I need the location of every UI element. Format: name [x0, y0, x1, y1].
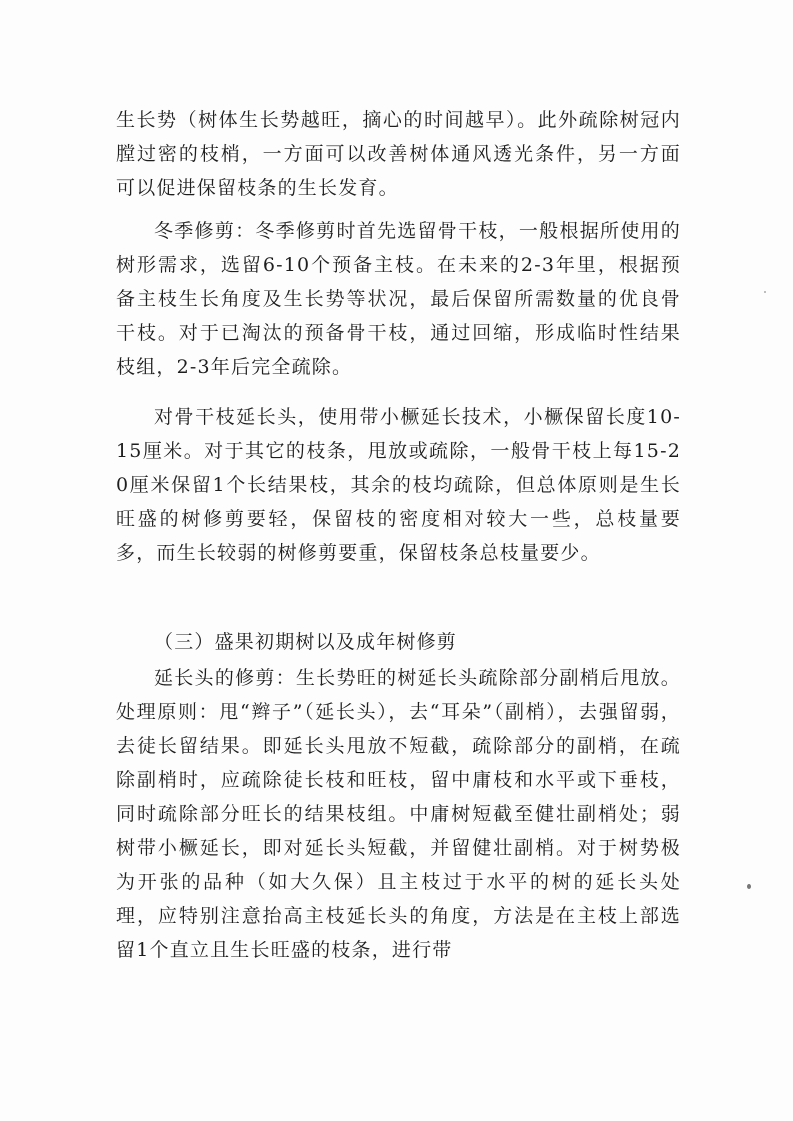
paragraph-continued: 生长势（树体生长势越旺，摘心的时间越早）。此外疏除树冠内膛过密的枝梢，一方面可以改善树体通风透光条件，另一方面可以促进保留枝条的生长发育。 [116, 109, 681, 199]
paragraph-extension-pruning: 延长头的修剪：生长势旺的树延长头疏除部分副梢后甩放。处理原则：甩“辫子”（延长头），去“耳朵”（副梢），去强留弱，去徒长留结果。即延长头甩放不短截，疏除部分的副梢，在疏除副梢时，应疏除徒长枝和旺枝，留中庸枝和水平或下垂枝，同时疏除部分旺长的结果枝组。中庸树短截至健壮副梢处；弱树带小橛延长，即对延长头短截，并留健壮副梢。对于树势极为开张的品种（如大久保）且主枝过于水平的树的延长头处理，应特别注意抬高主枝延长头的角度，方法是在主枝上部选留1个直立且生长旺盛的枝条，进行带 [116, 667, 681, 961]
paragraph-winter-pruning: 冬季修剪：冬季修剪时首先选留骨干枝，一般根据所使用的树形需求，选留6-10个预备主枝。在未来的2-3年里，根据预备主枝生长角度及生长势等状况，最后保留所需数量的优良骨干枝。对于已淘汰的预备骨干枝，通过回缩，形成临时性结果枝组，2-3年后完全疏除。 [116, 220, 681, 378]
scan-speck [764, 291, 766, 293]
scan-speck [747, 884, 751, 889]
section-heading: （三）盛果初期树以及成年树修剪 [154, 631, 458, 653]
paragraph-leader-extension: 对骨干枝延长头，使用带小橛延长技术，小橛保留长度10-15厘米。对于其它的枝条，甩放或疏除，一般骨干枝上每15-20厘米保留1个长结果枝，其余的枝均疏除，但总体原则是生长旺盛的树修剪要轻，保留枝的密度相对较大一些，总枝量要多，而生长较弱的树修剪要重，保留枝条总枝量要少。 [116, 406, 681, 564]
